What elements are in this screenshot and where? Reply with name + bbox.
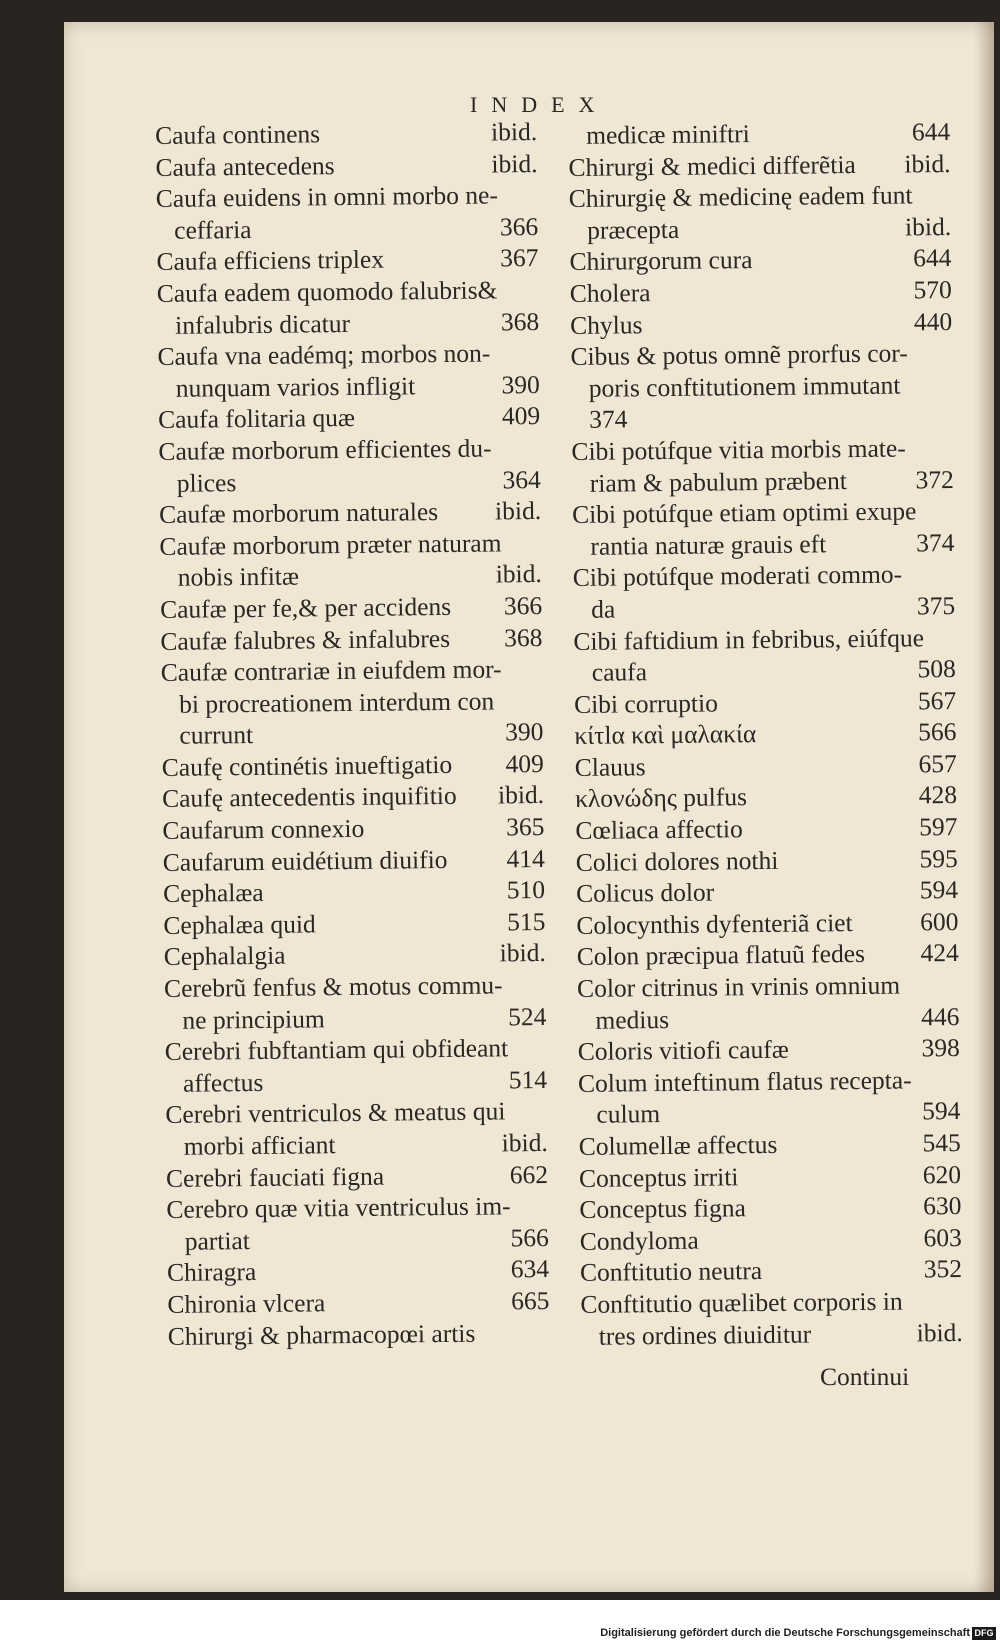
index-entry-page <box>943 179 951 211</box>
index-entry-text: Cibi potúfque moderati commo- <box>572 559 903 593</box>
index-entry <box>573 558 955 594</box>
index-entry-text: 374 <box>588 404 628 435</box>
index-entry-page <box>945 400 953 432</box>
index-entry <box>578 1064 960 1100</box>
index-entry <box>573 590 955 626</box>
index-entry-page <box>945 432 953 464</box>
index-entry-text: culum <box>596 1099 661 1130</box>
index-entry-page: 510 <box>506 875 546 905</box>
index-entry-page <box>540 1190 548 1222</box>
index-entry <box>167 1222 549 1258</box>
index-entry <box>570 274 952 310</box>
index-entry-text: Caufa eadem quomodo falubris& <box>156 275 498 308</box>
catchword: Continui <box>820 1362 910 1391</box>
index-entry-text: præcepta <box>587 214 680 245</box>
index-entry-text: κίτlα καὶ μαλακία <box>574 719 757 751</box>
running-head: INDEX <box>470 92 609 117</box>
index-entry-text: Chirurgi & pharmacopœi artis <box>167 1318 476 1351</box>
index-entry-page: 630 <box>922 1191 962 1221</box>
index-entry <box>161 685 543 721</box>
index-entry <box>156 242 538 278</box>
index-entry <box>157 337 539 373</box>
index-entry-text: Caufę continétis inueftigatio <box>161 749 453 782</box>
index-entry <box>575 748 957 784</box>
index-entry-page: ibid. <box>916 1317 963 1347</box>
index-entry <box>160 590 542 626</box>
index-entry-text: da <box>590 594 616 624</box>
index-entry <box>162 748 544 784</box>
index-entry <box>155 116 537 152</box>
index-entry-text: Cerebri fauciati figna <box>165 1161 385 1193</box>
index-entry-text: Columellæ affectus <box>578 1129 778 1161</box>
index-entry-page <box>945 369 953 401</box>
index-entry <box>161 716 543 752</box>
index-entry-page: 570 <box>913 274 952 305</box>
index-entry <box>569 211 951 247</box>
index-entry <box>162 779 544 815</box>
index-entry <box>167 1285 549 1321</box>
index-entry-page: 424 <box>920 938 959 968</box>
index-entry <box>572 495 954 531</box>
index-entry-page <box>530 179 538 211</box>
index-entry-text: Color citrinus in vrinis omnium <box>576 970 901 1003</box>
index-entry-page: 644 <box>913 243 952 273</box>
index-entry <box>164 1001 546 1037</box>
index-entry <box>165 1064 547 1100</box>
index-entry <box>578 1095 960 1131</box>
index-entry <box>579 1127 961 1163</box>
index-entry-text: Colicus dolor <box>575 877 715 909</box>
index-entry <box>570 337 952 373</box>
index-entry-text: Caufarum euidétium diuifio <box>162 844 448 877</box>
index-entry <box>575 811 957 847</box>
index-entry-text: Chylus <box>569 309 643 340</box>
index-entry-text: poris conftitutionem immutant <box>588 370 901 403</box>
index-entry-page <box>952 1064 960 1096</box>
index-entry <box>572 464 954 500</box>
index-entry-text: Caufarum connexio <box>162 813 365 846</box>
index-entry <box>166 1127 548 1163</box>
index-entry-text: nobis infitæ <box>177 561 300 593</box>
index-entry-text: Caufæ morborum naturales <box>158 497 439 530</box>
index-entry-text: Caufæ per fe,& per accidens <box>159 591 452 624</box>
index-entry-text: Colocynthis dyfenteriã ciet <box>576 907 853 940</box>
index-entry-text: Cephalæa <box>162 878 264 909</box>
index-entry-text: partiat <box>184 1225 251 1256</box>
index-entry-text: κλονώδης pulfus <box>574 782 748 814</box>
index-entry-text: tres ordines diuiditur <box>598 1319 812 1351</box>
index-entry-page: 594 <box>919 875 959 905</box>
index-entry-page: 600 <box>920 906 959 937</box>
index-entry-page: 657 <box>918 748 957 779</box>
index-entry-page: 514 <box>508 1064 548 1095</box>
index-entry-text: Cibi potúfque vitia morbis mate- <box>571 433 906 466</box>
index-entry-text: affectus <box>182 1067 264 1098</box>
index-entry-page: 545 <box>922 1127 961 1158</box>
index-entry-text: Caufæ morborum efficientes du- <box>158 433 492 466</box>
index-entry-text: Cœliaca affectio <box>575 814 743 846</box>
index-entry-page: 440 <box>913 306 953 336</box>
index-entry <box>576 874 958 910</box>
index-entry-page <box>947 558 955 590</box>
index-entry-page: 364 <box>502 464 541 494</box>
index-entry-page: 644 <box>911 116 951 147</box>
index-entry-page <box>539 1095 547 1127</box>
index-entry <box>163 874 545 910</box>
index-entry-text: Caufa efficiens triplex <box>156 244 385 277</box>
index-entry-page: 594 <box>921 1096 961 1126</box>
index-entry-page: 375 <box>916 590 956 621</box>
index-entry-page: ibid. <box>904 148 951 179</box>
index-entry-page <box>951 969 959 1001</box>
index-entry <box>159 527 541 563</box>
index-entry-text: Cerebri fubftantiam qui obfideant <box>164 1033 509 1067</box>
index-entry <box>159 464 541 500</box>
index-entry <box>165 1095 547 1131</box>
index-entry <box>167 1253 549 1289</box>
index-entry <box>580 1222 962 1258</box>
index-entry-text: Cephalalgia <box>163 941 286 972</box>
index-entry <box>577 969 959 1005</box>
index-entry <box>577 937 959 973</box>
index-entry-text: caufa <box>591 657 648 687</box>
index-entry-page: 352 <box>923 1254 963 1284</box>
index-entry <box>157 274 539 310</box>
index-entry-page <box>539 1032 547 1064</box>
index-entry <box>571 369 953 405</box>
index-entry-page: 409 <box>505 748 544 779</box>
index-entry-page: 508 <box>917 654 956 684</box>
index-entry-page: ibid. <box>501 1127 548 1158</box>
index-entry-text: currunt <box>179 720 254 751</box>
index-entry <box>163 843 545 879</box>
index-entry <box>158 432 540 468</box>
index-entry-text: Caufa continens <box>155 119 321 150</box>
index-entry-text: Caufæ morborum præter naturam <box>159 528 502 561</box>
index-entry-text: Caufæ falubres & infalubres <box>160 623 451 656</box>
index-entry <box>166 1190 548 1226</box>
index-entry <box>580 1285 962 1321</box>
index-entry-text: Caufa vna eadémq; morbos non- <box>157 338 491 372</box>
index-entry-page: 414 <box>506 843 545 874</box>
index-entry-page <box>535 653 543 685</box>
index-entry-page: 367 <box>500 243 539 273</box>
index-entry <box>164 937 546 973</box>
index-entry <box>576 843 958 879</box>
index-entry-page: 428 <box>918 780 958 810</box>
index-entry-text: Cholera <box>569 278 651 308</box>
index-entry-text: Cerebro quæ vitia ventriculus im- <box>166 1191 511 1225</box>
index-entry <box>574 716 956 752</box>
index-entry <box>157 306 539 342</box>
index-entry-text: Caufæ contrariæ in eiufdem mor- <box>160 654 502 688</box>
index-entry-text: Chironia vlcera <box>167 1288 326 1319</box>
index-entry-page: 566 <box>510 1222 549 1253</box>
index-entry-page: 595 <box>919 843 958 874</box>
index-entry <box>156 179 538 215</box>
index-entry-text: Colon præcipua flatuũ fedes <box>576 939 866 972</box>
index-entry-page <box>954 1285 962 1317</box>
index-entry-text: Coloris vitiofi caufæ <box>577 1034 789 1067</box>
index-entry-text: Conftitutio quælibet corporis in <box>580 1286 903 1319</box>
index-entry <box>569 242 951 278</box>
index-entry <box>581 1316 963 1352</box>
index-entry-text: Clauus <box>574 752 646 782</box>
index-entry-text: Conceptus figna <box>579 1193 746 1225</box>
index-entry-text: plices <box>176 467 237 498</box>
index-entry-text: rantia naturæ grauis eft <box>590 529 827 561</box>
index-entry <box>569 179 951 215</box>
index-entry-page <box>946 495 954 527</box>
index-entry-text: Chiragra <box>166 1257 257 1288</box>
dfg-logo-icon: DFG <box>972 1627 996 1640</box>
index-entry-page <box>542 1316 550 1348</box>
index-entry-text: Cephalæa quid <box>163 909 316 940</box>
index-entry-text: Chirurgi & medici differẽtia <box>568 149 856 182</box>
index-entry <box>158 400 540 436</box>
index-entry-page: 603 <box>923 1222 962 1253</box>
index-entry-page: ibid. <box>497 780 545 810</box>
index-entry-text: Cibus & potus omnẽ prorfus cor- <box>570 338 908 372</box>
index-entry-page: ibid. <box>494 496 542 526</box>
index-entry-page <box>944 337 952 369</box>
index-entry-page: 567 <box>917 685 957 716</box>
index-entry-page: 446 <box>921 1001 960 1031</box>
index-entry-page: 365 <box>506 812 545 842</box>
index-entry <box>160 621 542 657</box>
index-entry-text: bi procreationem interdum con <box>178 686 495 719</box>
index-entry-text: medius <box>595 1004 670 1035</box>
index-entry <box>571 432 953 468</box>
index-entry-page: ibid. <box>495 559 542 589</box>
index-entry-page: 515 <box>507 906 546 937</box>
index-entry-page: 390 <box>501 369 540 400</box>
index-entry <box>574 653 956 689</box>
index-entry-text: riam & pabulum præbent <box>589 465 848 498</box>
index-entry-text: Conftitutio neutra <box>579 1256 763 1288</box>
index-entry-text: Condyloma <box>579 1225 699 1256</box>
index-entry <box>166 1159 548 1195</box>
index-entry-page <box>531 274 539 306</box>
index-entry <box>579 1159 961 1195</box>
index-entry <box>572 527 954 563</box>
index-entry <box>576 906 958 942</box>
index-entry-page <box>535 685 543 717</box>
index-entry-page <box>947 621 955 653</box>
index-entry-text: Chirurgię & medicinę eadem funt <box>568 180 913 214</box>
index-entry-page: ibid. <box>904 211 952 242</box>
index-entry-page: ibid. <box>499 938 546 968</box>
index-entry-page: 566 <box>918 717 957 747</box>
index-entry-page: 366 <box>503 590 543 621</box>
index-entry-page <box>533 527 541 559</box>
index-entry <box>161 653 543 689</box>
index-entry-text: Cerebri ventriculos & meatus qui <box>165 1096 506 1130</box>
index-entry <box>578 1032 960 1068</box>
index-entry <box>573 621 955 657</box>
index-entry-text: Caufa antecedens <box>155 150 335 182</box>
index-entry-text: Cibi faftidium in febribus, eiúfque <box>573 622 925 656</box>
index-entry-page: ibid. <box>490 116 538 147</box>
index-entry-text: Cibi corruptio <box>573 688 719 719</box>
index-entry-page <box>538 969 546 1001</box>
index-entry <box>164 969 546 1005</box>
index-entry-text: morbi afficiant <box>183 1130 336 1161</box>
index-entry-page: 620 <box>922 1159 962 1189</box>
index-entry <box>163 906 545 942</box>
index-entry-text: Caufę antecedentis inquifitio <box>161 781 457 814</box>
index-entry-page: 372 <box>915 464 954 494</box>
index-entry-page: 374 <box>916 527 955 558</box>
index-entry-text: infalubris dicatur <box>174 308 351 340</box>
digitization-footer <box>0 1626 1000 1643</box>
index-column-right <box>568 116 963 1352</box>
index-entry <box>162 811 544 847</box>
index-entry <box>580 1253 962 1289</box>
index-entry-text: Chirurgorum cura <box>569 245 753 277</box>
index-entry-page <box>532 432 540 464</box>
index-entry <box>568 116 950 152</box>
index-entry-page: 665 <box>510 1285 550 1316</box>
index-entry <box>155 148 537 184</box>
index-entry-page: 390 <box>505 717 544 747</box>
footer-credit: Digitalisierung gefördert durch die Deutsche Forschungsgemeinschaft <box>600 1627 970 1639</box>
index-entry <box>575 779 957 815</box>
index-entry <box>571 400 953 436</box>
index-entry <box>570 306 952 342</box>
index-entry <box>577 1001 959 1037</box>
index-entry-page: 524 <box>508 1001 547 1031</box>
index-entry-page: 366 <box>499 211 539 242</box>
index-entry <box>158 369 540 405</box>
index-entry-page: 634 <box>510 1254 550 1284</box>
index-entry-page <box>531 337 539 369</box>
index-entry <box>165 1032 547 1068</box>
index-entry-text: Cibi potúfque etiam optimi exupe <box>571 496 917 530</box>
index-entry-text: Caufa folitaria quæ <box>157 403 356 435</box>
page-gutter-shadow <box>974 22 994 1592</box>
index-column-left <box>155 116 550 1352</box>
index-entry-text: Colici dolores nothi <box>575 845 779 877</box>
index-entry-text: ne principium <box>182 1003 325 1035</box>
index-entry <box>568 148 950 184</box>
index-entry-text: medicæ miniftri <box>586 119 750 150</box>
index-entry-text: Cerebrũ fenfus & motus commu- <box>163 970 503 1003</box>
index-entry <box>579 1190 961 1226</box>
index-entry <box>159 495 541 531</box>
index-entry-page: 409 <box>501 401 541 431</box>
index-entry-page: 597 <box>919 812 958 842</box>
index-entry <box>156 211 538 247</box>
index-entry <box>574 685 956 721</box>
index-entry <box>168 1316 550 1352</box>
index-entry-page: 398 <box>921 1033 960 1063</box>
index-entry-page: ibid. <box>491 148 538 179</box>
index-entry-text: Caufa euidens in omni morbo ne- <box>155 180 499 214</box>
index-entry <box>160 558 542 594</box>
index-entry-page: 368 <box>500 306 540 336</box>
index-entry-text: nunquam varios infligit <box>175 371 416 403</box>
index-entry-page: 662 <box>509 1159 549 1189</box>
index-entry-text: Colum inteftinum flatus recepta- <box>577 1065 912 1098</box>
index-entry-text: ceffaria <box>174 214 252 245</box>
index-entry-page: 368 <box>504 622 543 652</box>
index-entry-text: Conceptus irriti <box>578 1161 739 1193</box>
